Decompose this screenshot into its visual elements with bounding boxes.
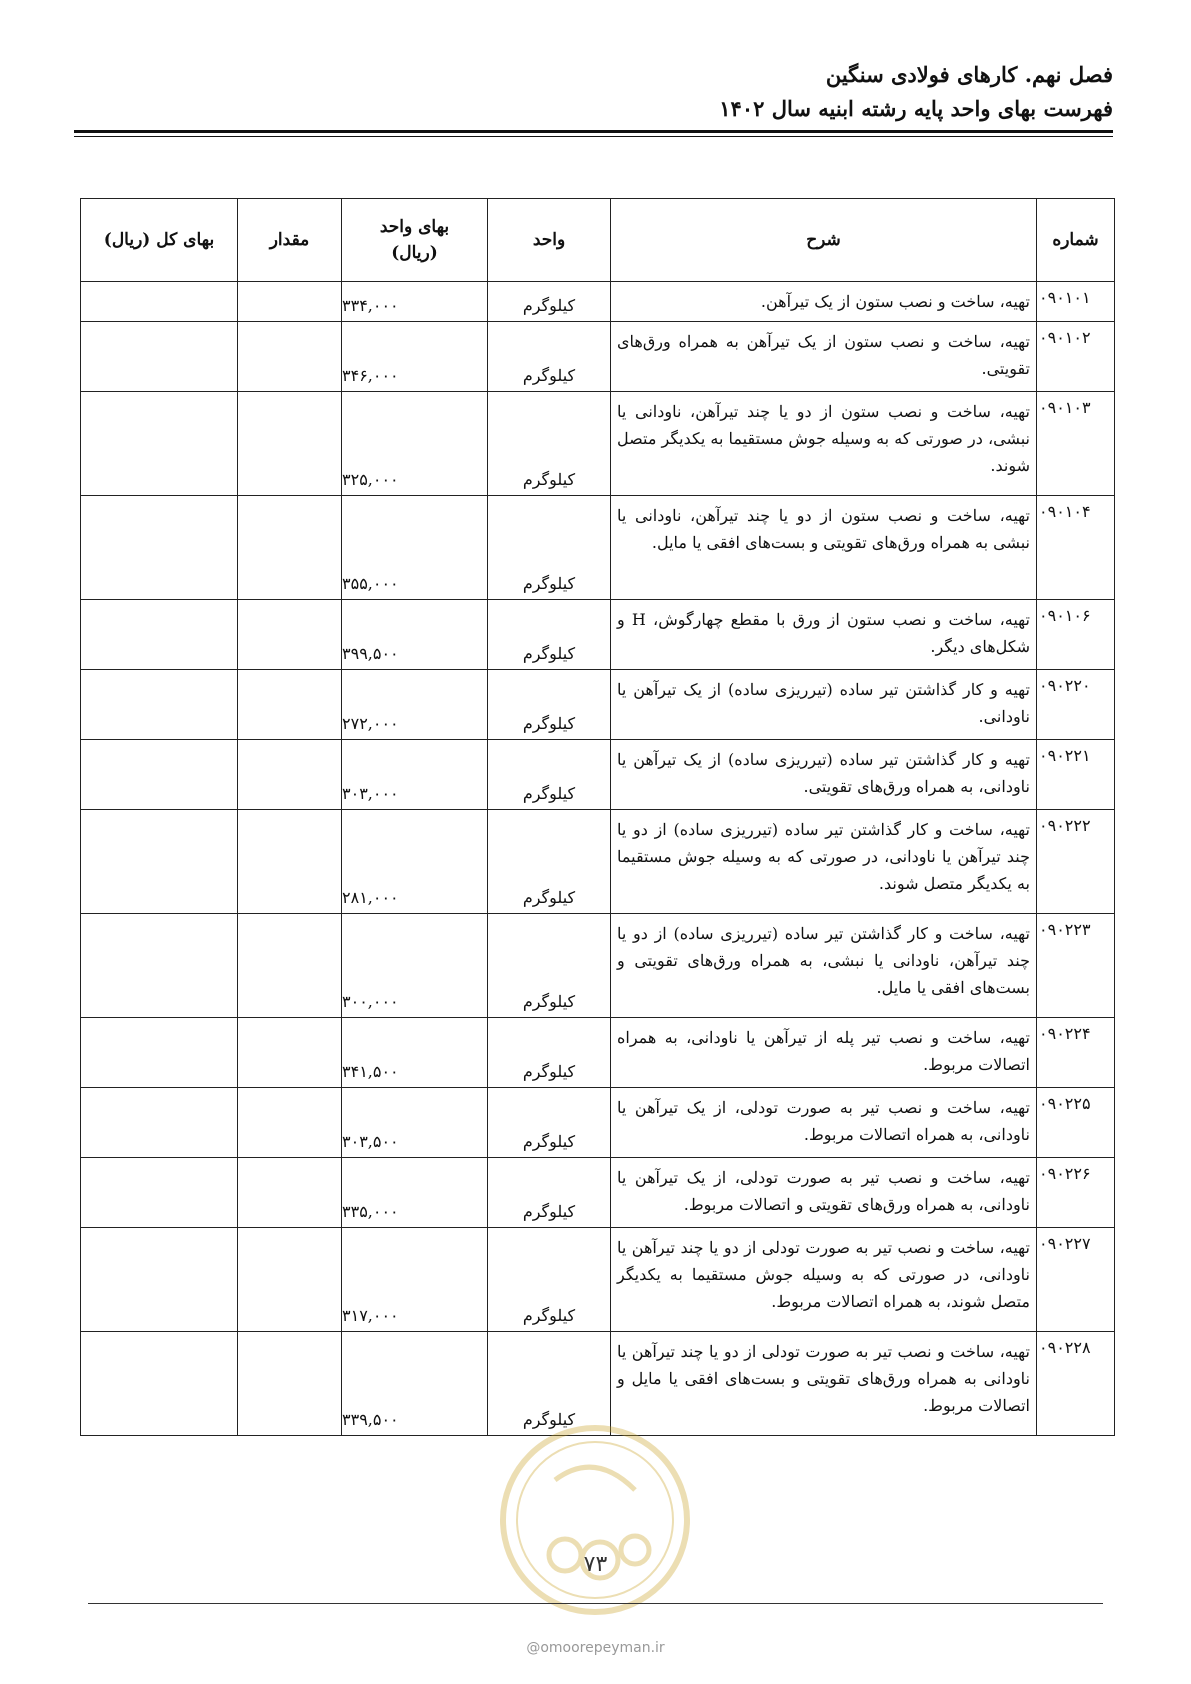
item-total-price <box>81 282 238 322</box>
header-number: شماره <box>1037 199 1115 282</box>
item-quantity <box>238 1018 342 1088</box>
item-unit: کیلوگرم <box>488 600 611 670</box>
item-number: ۰۹۰۲۲۷ <box>1037 1228 1115 1332</box>
page-number: ۷۳ <box>583 1552 608 1577</box>
item-unit-price: ۳۰۳,۵۰۰ <box>342 1088 488 1158</box>
item-unit: کیلوگرم <box>488 1018 611 1088</box>
item-quantity <box>238 1228 342 1332</box>
item-description: تهیه، ساخت و کار گذاشتن تیر ساده (تیرریزی ساده) از دو یا چند تیرآهن، ناودانی یا نبشی، به همراه ورق‌های تقویتی و بست‌های افقی یا مایل. <box>611 914 1037 1018</box>
item-unit-price: ۲۷۲,۰۰۰ <box>342 670 488 740</box>
item-number: ۰۹۰۲۲۳ <box>1037 914 1115 1018</box>
item-unit: کیلوگرم <box>488 1332 611 1436</box>
item-number: ۰۹۰۲۲۸ <box>1037 1332 1115 1436</box>
item-total-price <box>81 1228 238 1332</box>
table-row <box>81 600 1115 670</box>
item-unit: کیلوگرم <box>488 496 611 600</box>
item-total-price <box>81 1332 238 1436</box>
item-unit-price: ۳۳۴,۰۰۰ <box>342 282 488 322</box>
item-unit-price: ۳۵۵,۰۰۰ <box>342 496 488 600</box>
item-unit-price: ۳۰۳,۰۰۰ <box>342 740 488 810</box>
item-unit: کیلوگرم <box>488 322 611 392</box>
item-total-price <box>81 1088 238 1158</box>
item-unit: کیلوگرم <box>488 1088 611 1158</box>
item-description: تهیه، ساخت و نصب ستون از ورق با مقطع چهارگوش، H و شکل‌های دیگر. <box>611 600 1037 670</box>
item-quantity <box>238 600 342 670</box>
table-row <box>81 1158 1115 1228</box>
table-row <box>81 914 1115 1018</box>
item-total-price <box>81 1158 238 1228</box>
item-quantity <box>238 392 342 496</box>
item-unit-price: ۲۸۱,۰۰۰ <box>342 810 488 914</box>
page-header <box>78 58 1113 126</box>
item-description: تهیه، ساخت و نصب تیر پله از تیرآهن یا ناودانی، به همراه اتصالات مربوط. <box>611 1018 1037 1088</box>
header-total-price: بهای کل (ریال) <box>81 199 238 282</box>
table-row <box>81 282 1115 322</box>
item-unit-price: ۳۴۶,۰۰۰ <box>342 322 488 392</box>
item-unit-price: ۳۰۰,۰۰۰ <box>342 914 488 1018</box>
table-row <box>81 1228 1115 1332</box>
table-header-row <box>81 199 1115 282</box>
item-unit: کیلوگرم <box>488 282 611 322</box>
header-unit-price: بهای واحد (ریال) <box>342 199 488 282</box>
item-total-price <box>81 392 238 496</box>
item-number: ۰۹۰۱۰۴ <box>1037 496 1115 600</box>
document-subtitle: فهرست بهای واحد پایه رشته ابنیه سال ۱۴۰۲ <box>719 96 1113 121</box>
price-list-table <box>80 198 1115 1436</box>
item-unit-price: ۳۲۵,۰۰۰ <box>342 392 488 496</box>
item-description: تهیه، ساخت و نصب تیر به صورت تودلی، از یک تیرآهن یا ناودانی، به همراه ورق‌های تقویتی و اتصالات مربوط. <box>611 1158 1037 1228</box>
item-unit: کیلوگرم <box>488 914 611 1018</box>
item-number: ۰۹۰۱۰۶ <box>1037 600 1115 670</box>
item-number: ۰۹۰۱۰۱ <box>1037 282 1115 322</box>
table-row <box>81 670 1115 740</box>
item-description: تهیه، ساخت و نصب ستون از یک تیرآهن. <box>611 282 1037 322</box>
table-row <box>81 1088 1115 1158</box>
item-total-price <box>81 600 238 670</box>
item-number: ۰۹۰۲۲۰ <box>1037 670 1115 740</box>
item-unit: کیلوگرم <box>488 392 611 496</box>
item-total-price <box>81 740 238 810</box>
item-unit-price: ۳۱۷,۰۰۰ <box>342 1228 488 1332</box>
item-number: ۰۹۰۱۰۲ <box>1037 322 1115 392</box>
item-unit: کیلوگرم <box>488 1158 611 1228</box>
item-total-price <box>81 670 238 740</box>
item-unit: کیلوگرم <box>488 740 611 810</box>
item-description: تهیه، ساخت و کار گذاشتن تیر ساده (تیرریزی ساده) از دو یا چند تیرآهن یا ناودانی، در صورتی که به وسیله جوش مستقیما به یکدیگر متصل شوند. <box>611 810 1037 914</box>
watermark-seal-icon <box>495 1420 695 1620</box>
item-quantity <box>238 282 342 322</box>
item-unit-price: ۳۳۹,۵۰۰ <box>342 1332 488 1436</box>
item-quantity <box>238 670 342 740</box>
item-unit: کیلوگرم <box>488 670 611 740</box>
item-quantity <box>238 1158 342 1228</box>
item-number: ۰۹۰۲۲۴ <box>1037 1018 1115 1088</box>
header-rule-thick <box>74 130 1113 133</box>
item-unit: کیلوگرم <box>488 810 611 914</box>
header-quantity: مقدار <box>238 199 342 282</box>
item-number: ۰۹۰۲۲۵ <box>1037 1088 1115 1158</box>
item-description: تهیه، ساخت و نصب تیر به صورت تودلی، از یک تیرآهن یا ناودانی، به همراه اتصالات مربوط. <box>611 1088 1037 1158</box>
item-quantity <box>238 322 342 392</box>
footer-rule <box>88 1603 1103 1604</box>
table-row <box>81 1018 1115 1088</box>
item-description: تهیه و کار گذاشتن تیر ساده (تیرریزی ساده) از یک تیرآهن یا ناودانی. <box>611 670 1037 740</box>
table-row <box>81 322 1115 392</box>
table-row <box>81 740 1115 810</box>
item-description: تهیه، ساخت و نصب تیر به صورت تودلی از دو یا چند تیرآهن یا ناودانی به همراه ورق‌های تقویتی و بست‌های افقی یا مایل و اتصالات مربوط. <box>611 1332 1037 1436</box>
item-quantity <box>238 810 342 914</box>
header-description: شرح <box>611 199 1037 282</box>
item-description: تهیه، ساخت و نصب تیر به صورت تودلی از دو یا چند تیرآهن یا ناودانی، در صورتی که به وسیله جوش مستقیما به یکدیگر متصل شوند، به همراه اتصالات مربوط. <box>611 1228 1037 1332</box>
item-total-price <box>81 810 238 914</box>
item-quantity <box>238 914 342 1018</box>
item-total-price <box>81 914 238 1018</box>
item-quantity <box>238 1088 342 1158</box>
item-total-price <box>81 322 238 392</box>
item-description: تهیه و کار گذاشتن تیر ساده (تیرریزی ساده) از یک تیرآهن یا ناودانی، به همراه ورق‌های تقویتی. <box>611 740 1037 810</box>
item-quantity <box>238 1332 342 1436</box>
header-rule-thin <box>74 136 1113 137</box>
item-number: ۰۹۰۲۲۲ <box>1037 810 1115 914</box>
item-description: تهیه، ساخت و نصب ستون از یک تیرآهن به همراه ورق‌های تقویتی. <box>611 322 1037 392</box>
item-description: تهیه، ساخت و نصب ستون از دو یا چند تیرآهن، ناودانی یا نبشی به همراه ورق‌های تقویتی و بست‌های افقی یا مایل. <box>611 496 1037 600</box>
item-quantity <box>238 496 342 600</box>
item-number: ۰۹۰۱۰۳ <box>1037 392 1115 496</box>
item-number: ۰۹۰۲۲۱ <box>1037 740 1115 810</box>
item-quantity <box>238 740 342 810</box>
table-row <box>81 496 1115 600</box>
item-unit-price: ۳۴۱,۵۰۰ <box>342 1018 488 1088</box>
item-unit-price: ۳۳۵,۰۰۰ <box>342 1158 488 1228</box>
item-description: تهیه، ساخت و نصب ستون از دو یا چند تیرآهن، ناودانی یا نبشی، در صورتی که به وسیله جوش مستقیما به یکدیگر متصل شوند. <box>611 392 1037 496</box>
header-unit: واحد <box>488 199 611 282</box>
item-total-price <box>81 1018 238 1088</box>
chapter-title: فصل نهم. کارهای فولادی سنگین <box>825 62 1113 87</box>
table-row <box>81 810 1115 914</box>
website-watermark: @omoorepeyman.ir <box>526 1640 665 1656</box>
table-row <box>81 392 1115 496</box>
item-unit: کیلوگرم <box>488 1228 611 1332</box>
item-total-price <box>81 496 238 600</box>
item-unit-price: ۳۹۹,۵۰۰ <box>342 600 488 670</box>
item-number: ۰۹۰۲۲۶ <box>1037 1158 1115 1228</box>
